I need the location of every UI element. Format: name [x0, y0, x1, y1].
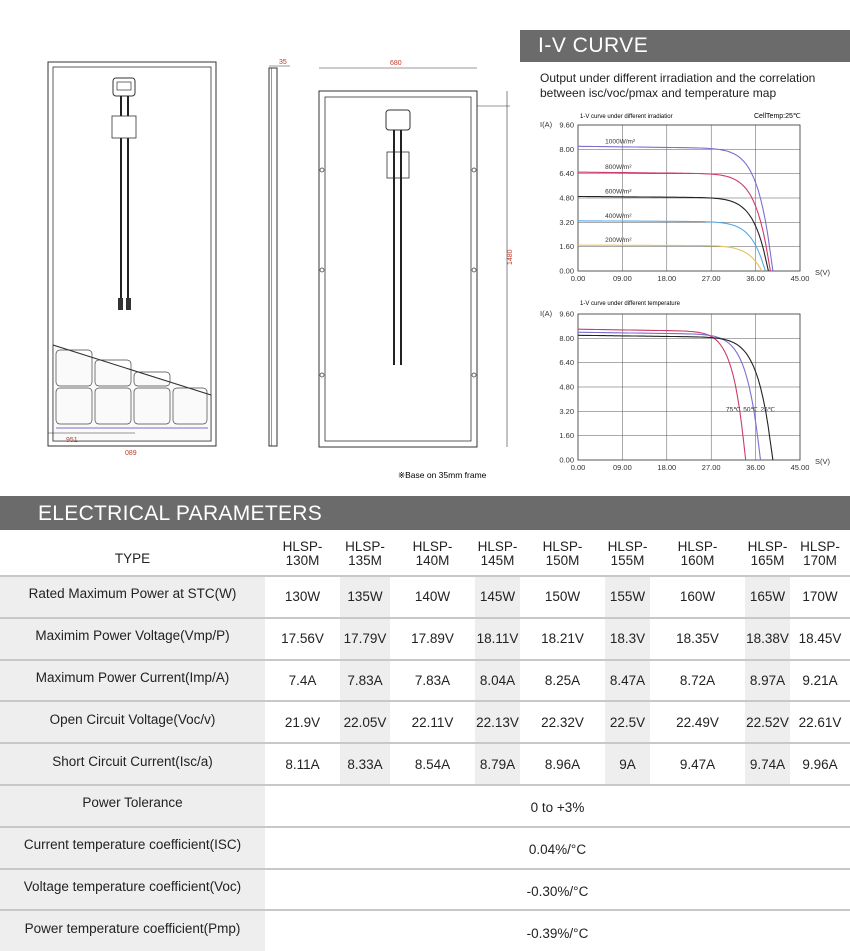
electrical-parameters-table	[0, 530, 850, 951]
chart2-xlabel: S(V)	[815, 457, 830, 466]
chart1-title: 1-V curve under different irradiatior	[580, 114, 673, 120]
row-value: 8.97A	[745, 660, 790, 702]
row-span-value: -0.39%/°C	[265, 910, 850, 951]
dim-thickness: 35	[279, 59, 287, 66]
series-line	[578, 332, 761, 460]
iv-charts	[520, 105, 850, 480]
model-prefix: HLSP-	[282, 538, 323, 554]
row-label: Maximum Power Current(Imp/A)	[0, 660, 265, 702]
row-span-value: 0 to +3%	[265, 785, 850, 827]
type-label: TYPE	[114, 550, 151, 566]
row-value: 22.13V	[475, 701, 520, 743]
row-value: 145W	[475, 576, 520, 618]
y-tick-label: 8.00	[559, 333, 574, 343]
model-suffix: 145M	[480, 552, 515, 568]
series-label: 75℃	[726, 406, 741, 414]
series-label: 200W/m²	[605, 237, 632, 245]
row-value: 18.3V	[605, 618, 650, 660]
model-prefix: HLSP-	[412, 538, 453, 554]
row-value: 150W	[520, 576, 605, 618]
row-value: 21.9V	[265, 701, 340, 743]
table-row	[0, 660, 850, 702]
model-suffix: 170M	[803, 552, 837, 568]
y-tick-label: 3.20	[559, 406, 574, 416]
table-row	[0, 743, 850, 785]
chart1-ylabel: I(A)	[540, 120, 553, 129]
row-value: 22.11V	[390, 701, 475, 743]
x-tick-label: 0.00	[570, 463, 586, 472]
model-prefix: HLSP-	[747, 538, 788, 554]
row-value: 8.11A	[265, 743, 340, 785]
electrical-parameters-header: ELECTRICAL PARAMETERS	[0, 496, 850, 530]
series-label: 50℃	[743, 406, 758, 414]
dim-height: 1480	[507, 249, 514, 265]
model-header	[475, 530, 520, 576]
series-line	[578, 245, 762, 271]
row-value: 18.38V	[745, 618, 790, 660]
series-line	[578, 329, 746, 460]
model-prefix: HLSP-	[542, 538, 583, 554]
row-value: 155W	[605, 576, 650, 618]
frame-note: ※Base on 35mm frame	[398, 470, 487, 480]
model-header	[605, 530, 650, 576]
row-value: 9.96A	[790, 743, 850, 785]
series-line	[578, 197, 768, 272]
y-tick-label: 3.20	[559, 217, 574, 227]
row-label: Short Circuit Current(Isc/a)	[0, 743, 265, 785]
dim-left-total: 089	[125, 450, 137, 457]
row-value: 9A	[605, 743, 650, 785]
row-label: Current temperature coefficient(ISC)	[0, 827, 265, 869]
series-label: 600W/m²	[605, 188, 632, 196]
table-row	[0, 618, 850, 660]
row-label: Open Circuit Voltage(Voc/v)	[0, 701, 265, 743]
model-header	[790, 530, 850, 576]
model-suffix: 135M	[348, 552, 382, 568]
chart1-xlabel: S(V)	[815, 268, 830, 277]
panel-side-view	[269, 59, 290, 446]
row-label: Power temperature coefficient(Pmp)	[0, 910, 265, 951]
row-value: 22.49V	[650, 701, 745, 743]
row-value: 22.05V	[340, 701, 390, 743]
y-tick-label: 9.60	[559, 309, 574, 319]
y-tick-label: 4.80	[559, 382, 574, 392]
row-value: 8.54A	[390, 743, 475, 785]
row-value: 7.83A	[390, 660, 475, 702]
row-value: 8.72A	[650, 660, 745, 702]
model-suffix: 130M	[285, 552, 320, 568]
y-tick-label: 0.00	[559, 455, 574, 465]
table-row	[0, 827, 850, 869]
dim-width: 680	[390, 60, 402, 67]
model-prefix: HLSP-	[477, 538, 518, 554]
y-tick-label: 4.80	[559, 193, 574, 203]
table-row	[0, 869, 850, 911]
y-tick-label: 0.00	[559, 266, 574, 276]
row-value: 17.89V	[390, 618, 475, 660]
x-tick-label: 18.00	[657, 274, 677, 283]
x-tick-label: 27.00	[701, 274, 721, 283]
row-value: 18.11V	[475, 618, 520, 660]
model-suffix: 150M	[545, 552, 580, 568]
chart2-title: 1-V curve under different temperature	[580, 301, 680, 307]
row-value: 140W	[390, 576, 475, 618]
panel-back-view	[48, 62, 216, 457]
table-row	[0, 910, 850, 951]
row-value: 22.32V	[520, 701, 605, 743]
row-value: 18.45V	[790, 618, 850, 660]
model-suffix: 160M	[680, 552, 715, 568]
chart1-annotation: CellTemp:25℃	[754, 113, 801, 120]
row-value: 8.47A	[605, 660, 650, 702]
x-tick-label: 18.00	[657, 463, 677, 472]
row-value: 17.79V	[340, 618, 390, 660]
row-value: 9.74A	[745, 743, 790, 785]
model-suffix: 165M	[750, 552, 785, 568]
iv-curve-description: Output under different irradiation and the correlation between isc/voc/pmax and temperature map	[540, 71, 816, 100]
panel-front-view	[319, 60, 514, 480]
x-tick-label: 27.00	[701, 463, 721, 472]
row-value: 8.79A	[475, 743, 520, 785]
x-tick-label: 45.00	[790, 463, 810, 472]
y-tick-label: 8.00	[559, 144, 574, 154]
row-value: 22.52V	[745, 701, 790, 743]
row-span-value: -0.30%/°C	[265, 869, 850, 911]
model-header	[520, 530, 605, 576]
y-tick-label: 1.60	[559, 431, 574, 441]
row-value: 22.61V	[790, 701, 850, 743]
row-span-value: 0.04%/°C	[265, 827, 850, 869]
row-value: 8.04A	[475, 660, 520, 702]
model-header	[340, 530, 390, 576]
model-header	[390, 530, 475, 576]
model-suffix: 140M	[415, 552, 450, 568]
row-value: 18.21V	[520, 618, 605, 660]
row-value: 170W	[790, 576, 850, 618]
model-header	[265, 530, 340, 576]
x-tick-label: 36.00	[746, 274, 765, 283]
x-tick-label: 36.00	[746, 463, 765, 472]
row-label: Voltage temperature coefficient(Voc)	[0, 869, 265, 911]
temperature-chart	[540, 301, 831, 472]
irradiation-chart	[540, 113, 831, 283]
model-prefix: HLSP-	[800, 538, 840, 554]
row-value: 17.56V	[265, 618, 340, 660]
row-value: 160W	[650, 576, 745, 618]
table-row	[0, 701, 850, 743]
dim-left-bottom: 951	[66, 437, 78, 444]
row-value: 8.33A	[340, 743, 390, 785]
model-prefix: HLSP-	[607, 538, 648, 554]
series-label: 400W/m²	[605, 212, 632, 220]
table-header-row	[0, 530, 850, 576]
row-value: 18.35V	[650, 618, 745, 660]
panel-technical-drawing	[0, 0, 515, 490]
model-suffix: 155M	[610, 552, 645, 568]
model-header	[650, 530, 745, 576]
row-value: 7.4A	[265, 660, 340, 702]
row-label: Power Tolerance	[0, 785, 265, 827]
y-tick-label: 6.40	[559, 358, 574, 368]
row-value: 8.25A	[520, 660, 605, 702]
row-value: 9.47A	[650, 743, 745, 785]
chart2-ylabel: I(A)	[540, 309, 553, 318]
series-label: 25℃	[760, 406, 776, 414]
y-tick-label: 1.60	[559, 242, 574, 252]
x-tick-label: 09.00	[613, 463, 632, 472]
series-label: 1000W/m²	[605, 138, 636, 146]
row-label: Maximim Power Voltage(Vmp/P)	[0, 618, 265, 660]
y-tick-label: 9.60	[559, 120, 574, 130]
table-row	[0, 785, 850, 827]
row-value: 130W	[265, 576, 340, 618]
series-label: 800W/m²	[605, 164, 632, 172]
y-tick-label: 6.40	[559, 169, 574, 179]
row-value: 135W	[340, 576, 390, 618]
row-value: 22.5V	[605, 701, 650, 743]
row-value: 165W	[745, 576, 790, 618]
table-row	[0, 576, 850, 618]
model-header	[745, 530, 790, 576]
model-prefix: HLSP-	[677, 538, 718, 554]
x-tick-label: 0.00	[570, 274, 586, 283]
iv-curve-header: I-V CURVE	[520, 30, 850, 62]
x-tick-label: 45.00	[790, 274, 810, 283]
row-label: Rated Maximum Power at STC(W)	[0, 576, 265, 618]
model-prefix: HLSP-	[345, 538, 385, 554]
x-tick-label: 09.00	[613, 274, 632, 283]
row-value: 7.83A	[340, 660, 390, 702]
row-value: 9.21A	[790, 660, 850, 702]
row-value: 8.96A	[520, 743, 605, 785]
